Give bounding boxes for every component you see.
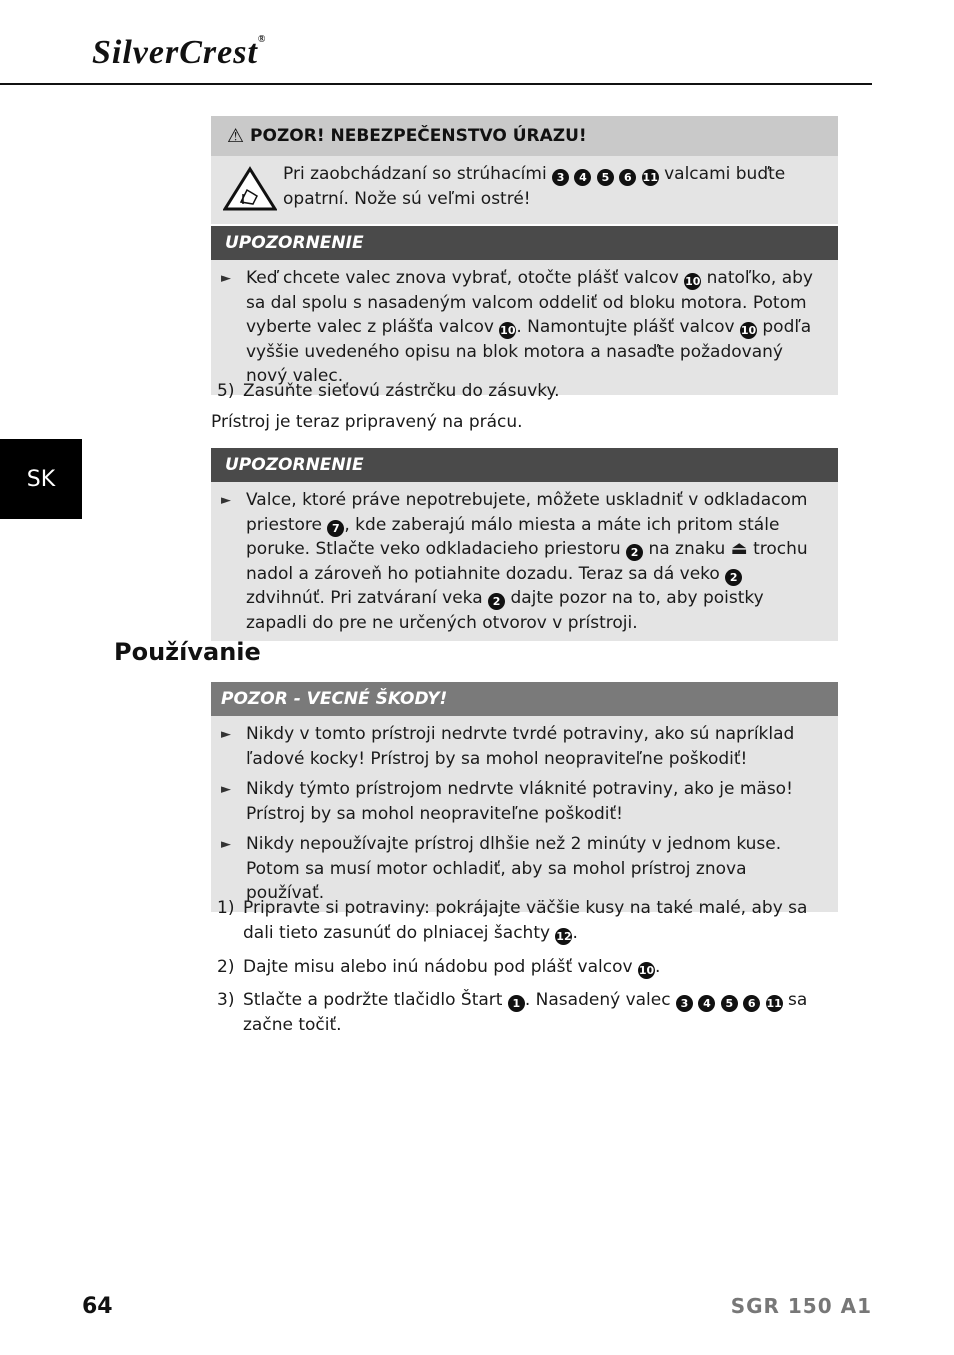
bullet-arrow-icon: ►	[221, 727, 231, 742]
eject-symbol-icon: ⏏	[730, 538, 748, 559]
bullet-arrow-icon: ►	[221, 837, 231, 852]
list-item: ► Nikdy nepoužívajte prístroj dlhšie než 2 minúty v jednom kuse. Potom sa musí motor ochladiť, aby sa mohol prístroj znova používať.	[221, 832, 824, 906]
model-name: SGR 150 A1	[730, 1294, 872, 1318]
list-item: ► Nikdy v tomto prístroji nedrvte tvrdé potraviny, ako sú napríklad ľadové kocky! Prístroj by sa mohol neopraviteľne poškodiť!	[221, 722, 824, 771]
note-box-1	[211, 226, 838, 395]
blade-hazard-icon	[223, 162, 283, 220]
bullet-arrow-icon: ►	[221, 782, 231, 797]
list-item: ► Keď chcete valec znova vybrať, otočte plášť valcov 10 natoľko, aby sa dal spolu s nasadeným valcom oddeliť od bloku motora. Potom vyberte valec z plášťa valcov 10. Namontujte plášť valcov 10 podľa vyššie uvedeného opisu na blok motora a nasaďte požadovaný nový valec.	[221, 266, 824, 389]
note-header-1: UPOZORNENIE	[211, 226, 838, 260]
danger-header: ⚠ POZOR! NEBEZPEČENSTVO ÚRAZU!	[211, 116, 838, 156]
section-title: Používanie	[114, 638, 261, 666]
caution-header: POZOR - VECNÉ ŠKODY!	[211, 682, 838, 716]
list-item: ► Nikdy týmto prístrojom nedrvte vláknité potraviny, ako je mäso! Prístroj by sa mohol neopraviteľne poškodiť!	[221, 777, 824, 826]
note-box-2	[211, 448, 838, 641]
note-header-2: UPOZORNENIE	[211, 448, 838, 482]
bullet-arrow-icon: ►	[221, 271, 231, 286]
danger-text: Pri zaobchádzaní so strúhacími 3 4 5 6 11 valcami buďte opatrní. Nože sú veľmi ostré!	[283, 164, 786, 209]
brand-logo: SilverCrest®	[92, 34, 267, 71]
step-2: 2) Dajte misu alebo inú nádobu pod plášť valcov 10.	[217, 957, 661, 977]
header-rule	[0, 83, 872, 85]
page-number: 64	[82, 1294, 113, 1319]
warning-triangle-icon: ⚠	[227, 125, 245, 147]
bullet-arrow-icon: ►	[221, 493, 231, 508]
step-5: 5) Zasuňte sieťovú zástrčku do zásuvky.	[217, 381, 560, 401]
step-3: 3) Stlačte a podržte tlačidlo Štart 1 . Nasadený valec 3 4 5 6 11 sa začne točiť.	[217, 990, 808, 1035]
language-tab: SK	[0, 439, 82, 519]
caution-box	[211, 682, 838, 912]
step-1: 1) Pripravte si potraviny: pokrájajte väčšie kusy na také malé, aby sa dali tieto zasunúť do plniacej šachty 12.	[217, 898, 808, 943]
ready-text: Prístroj je teraz pripravený na prácu.	[211, 412, 523, 432]
list-item: ► Valce, ktoré práve nepotrebujete, môžete uskladniť v odkladacom priestore 7 , kde zaberajú málo miesta a máte ich pritom stále poruke. Stlačte veko odkladacieho priestoru 2 na znaku ⏏ trochu nadol a zároveň ho potiahnite dozadu. Teraz sa dá veko 2 zdvihnúť. Pri zatváraní veka 2 dajte pozor na to, aby poistky zapadli do pre ne určených otvorov v prístroji.	[221, 488, 824, 635]
danger-box	[211, 116, 838, 224]
